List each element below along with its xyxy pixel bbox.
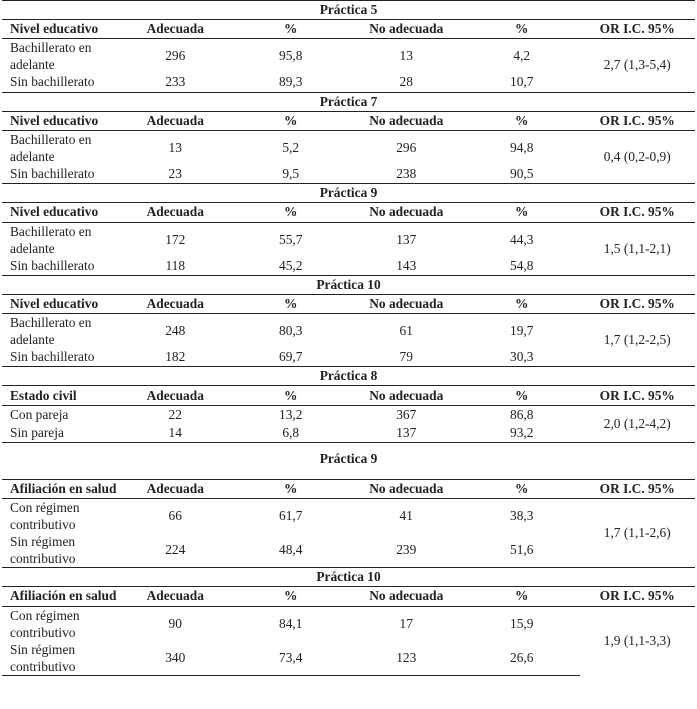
- cell-adecuada: 340: [118, 641, 234, 676]
- cell-pct-no-adecuada: 51,6: [510, 542, 534, 558]
- cell-pct-no-adecuada: 19,7: [464, 314, 580, 349]
- results-table: [2, 0, 695, 676]
- row-label: Con pareja: [2, 405, 118, 424]
- cell-pct-adecuada: 5,2: [233, 130, 349, 165]
- header-adecuada: Adecuada: [118, 111, 234, 130]
- row-label: Con régimen contributivo: [2, 606, 118, 641]
- cell-pct-adecuada: 84,1: [233, 606, 349, 641]
- header-group: Nivel educativo: [2, 111, 118, 130]
- row-label: Sin bachillerato: [10, 349, 95, 365]
- header-group: Estado civil: [2, 386, 118, 405]
- cell-no-adecuada: 296: [349, 130, 465, 165]
- section-title-row: [2, 1, 695, 20]
- row-label: Bachillerato en adelante: [2, 222, 118, 257]
- row-label: Sin bachillerato: [10, 257, 95, 273]
- cell-no-adecuada: 17: [349, 606, 465, 641]
- header-pct: %: [233, 111, 349, 130]
- header-adecuada: Adecuada: [118, 480, 234, 499]
- header-no-adecuada: No adecuada: [349, 294, 465, 313]
- header-no-adecuada: No adecuada: [349, 587, 465, 606]
- cell-or: 1,5 (1,1-2,1): [580, 222, 696, 275]
- cell-pct-adecuada: 80,3: [233, 314, 349, 349]
- cell-pct-adecuada: 69,7: [279, 349, 303, 365]
- header-pct: %: [233, 203, 349, 222]
- header-pct: %: [233, 386, 349, 405]
- cell-pct-adecuada: 89,3: [279, 74, 303, 90]
- section-title-row: [2, 92, 695, 111]
- cell-or: 2,0 (1,2-4,2): [580, 405, 696, 442]
- header-no-adecuada: No adecuada: [349, 111, 465, 130]
- header-row: [2, 111, 695, 130]
- cell-no-adecuada: 238: [396, 166, 417, 182]
- cell-pct-no-adecuada: 93,2: [510, 424, 534, 440]
- cell-adecuada: 182: [165, 349, 186, 365]
- header-row: [2, 480, 695, 499]
- section-title-row: [2, 443, 695, 480]
- cell-pct-no-adecuada: 26,6: [464, 641, 580, 676]
- cell-or: 1,7 (1,2-2,5): [580, 314, 696, 367]
- cell-pct-adecuada: 95,8: [233, 39, 349, 74]
- header-pct: %: [233, 587, 349, 606]
- header-pct: %: [233, 480, 349, 499]
- header-pct: %: [464, 20, 580, 39]
- row-label: Sin bachillerato: [10, 74, 95, 90]
- cell-or: 1,7 (1,1-2,6): [580, 499, 696, 568]
- table-row: [2, 39, 695, 74]
- header-or: OR I.C. 95%: [580, 587, 696, 606]
- cell-pct-adecuada: 6,8: [282, 424, 300, 440]
- cell-pct-no-adecuada: 90,5: [510, 166, 534, 182]
- header-adecuada: Adecuada: [118, 20, 234, 39]
- cell-pct-no-adecuada: 30,3: [510, 349, 534, 365]
- header-no-adecuada: No adecuada: [349, 386, 465, 405]
- section-title-row: [2, 568, 695, 587]
- cell-no-adecuada: 28: [399, 74, 413, 90]
- header-group: Nivel educativo: [2, 294, 118, 313]
- cell-adecuada: 248: [118, 314, 234, 349]
- row-label: Sin régimen contributivo: [10, 534, 76, 567]
- cell-no-adecuada: 367: [349, 405, 465, 424]
- section-title: Práctica 10: [2, 275, 695, 294]
- cell-pct-no-adecuada: 4,2: [464, 39, 580, 74]
- header-no-adecuada: No adecuada: [349, 20, 465, 39]
- header-row: [2, 386, 695, 405]
- cell-pct-no-adecuada: 15,9: [464, 606, 580, 641]
- header-pct: %: [464, 480, 580, 499]
- header-or: OR I.C. 95%: [580, 386, 696, 405]
- section-title: Práctica 9: [2, 184, 695, 203]
- section-title: Práctica 10: [2, 568, 695, 587]
- cell-pct-no-adecuada: 54,8: [510, 257, 534, 273]
- table-row: [2, 314, 695, 349]
- cell-adecuada: 22: [118, 405, 234, 424]
- row-label: Sin régimen contributivo: [2, 641, 118, 676]
- section-title-row: [2, 184, 695, 203]
- cell-adecuada: 23: [168, 166, 182, 182]
- header-or: OR I.C. 95%: [580, 203, 696, 222]
- table-row: [2, 222, 695, 257]
- cell-adecuada: 224: [165, 542, 186, 558]
- cell-pct-adecuada: 61,7: [233, 499, 349, 534]
- header-or: OR I.C. 95%: [580, 480, 696, 499]
- cell-adecuada: 118: [165, 257, 186, 273]
- header-row: [2, 20, 695, 39]
- cell-pct-adecuada: 73,4: [233, 641, 349, 676]
- cell-or: 2,7 (1,3-5,4): [580, 39, 696, 92]
- cell-adecuada: 172: [118, 222, 234, 257]
- header-group: Nivel educativo: [2, 203, 118, 222]
- row-label: Bachillerato en adelante: [2, 130, 118, 165]
- cell-no-adecuada: 137: [349, 222, 465, 257]
- cell-adecuada: 66: [118, 499, 234, 534]
- cell-no-adecuada: 79: [399, 349, 413, 365]
- header-row: [2, 587, 695, 606]
- header-pct: %: [233, 20, 349, 39]
- row-label: Sin bachillerato: [10, 166, 95, 182]
- cell-no-adecuada: 143: [396, 257, 417, 273]
- header-pct: %: [464, 294, 580, 313]
- cell-pct-adecuada: 45,2: [279, 257, 303, 273]
- section-title-row: [2, 367, 695, 386]
- cell-pct-no-adecuada: 44,3: [464, 222, 580, 257]
- cell-no-adecuada: 13: [349, 39, 465, 74]
- cell-adecuada: 14: [168, 424, 182, 440]
- header-pct: %: [464, 111, 580, 130]
- header-no-adecuada: No adecuada: [349, 203, 465, 222]
- cell-pct-adecuada: 13,2: [233, 405, 349, 424]
- cell-pct-no-adecuada: 94,8: [464, 130, 580, 165]
- table-row: [2, 130, 695, 165]
- header-pct: %: [464, 587, 580, 606]
- header-adecuada: Adecuada: [118, 386, 234, 405]
- cell-adecuada: 90: [118, 606, 234, 641]
- header-row: [2, 203, 695, 222]
- header-adecuada: Adecuada: [118, 587, 234, 606]
- cell-no-adecuada: 41: [349, 499, 465, 534]
- header-group: Afiliación en salud: [2, 480, 118, 499]
- cell-pct-no-adecuada: 86,8: [464, 405, 580, 424]
- cell-pct-no-adecuada: 10,7: [510, 74, 534, 90]
- header-no-adecuada: No adecuada: [349, 480, 465, 499]
- header-or: OR I.C. 95%: [580, 294, 696, 313]
- section-title-row: [2, 275, 695, 294]
- cell-adecuada: 233: [165, 74, 186, 90]
- table-row: [2, 499, 695, 534]
- row-label: Bachillerato en adelante: [2, 314, 118, 349]
- section-title: Práctica 9: [2, 443, 695, 480]
- cell-pct-adecuada: 48,4: [279, 542, 303, 558]
- cell-adecuada: 13: [118, 130, 234, 165]
- section-title: Práctica 7: [2, 92, 695, 111]
- cell-pct-adecuada: 55,7: [233, 222, 349, 257]
- cell-no-adecuada: 61: [349, 314, 465, 349]
- header-row: [2, 294, 695, 313]
- cell-no-adecuada: 239: [396, 542, 417, 558]
- cell-or: 1,9 (1,1-3,3): [580, 606, 696, 675]
- header-pct: %: [233, 294, 349, 313]
- section-title: Práctica 8: [2, 367, 695, 386]
- cell-adecuada: 296: [118, 39, 234, 74]
- header-pct: %: [464, 386, 580, 405]
- cell-pct-no-adecuada: 38,3: [464, 499, 580, 534]
- cell-pct-adecuada: 9,5: [282, 166, 300, 182]
- cell-no-adecuada: 137: [396, 424, 417, 440]
- header-group: Afiliación en salud: [2, 587, 118, 606]
- row-label: Bachillerato en adelante: [2, 39, 118, 74]
- header-adecuada: Adecuada: [118, 203, 234, 222]
- section-title: Práctica 5: [2, 1, 695, 20]
- table-row: [2, 606, 695, 641]
- table-row: [2, 405, 695, 424]
- header-or: OR I.C. 95%: [580, 111, 696, 130]
- row-label: Sin pareja: [10, 424, 64, 440]
- header-or: OR I.C. 95%: [580, 20, 696, 39]
- row-label: Con régimen contributivo: [2, 499, 118, 534]
- cell-or: 0,4 (0,2-0,9): [580, 130, 696, 183]
- header-group: Nivel educativo: [2, 20, 118, 39]
- header-adecuada: Adecuada: [118, 294, 234, 313]
- header-pct: %: [464, 203, 580, 222]
- cell-no-adecuada: 123: [349, 641, 465, 676]
